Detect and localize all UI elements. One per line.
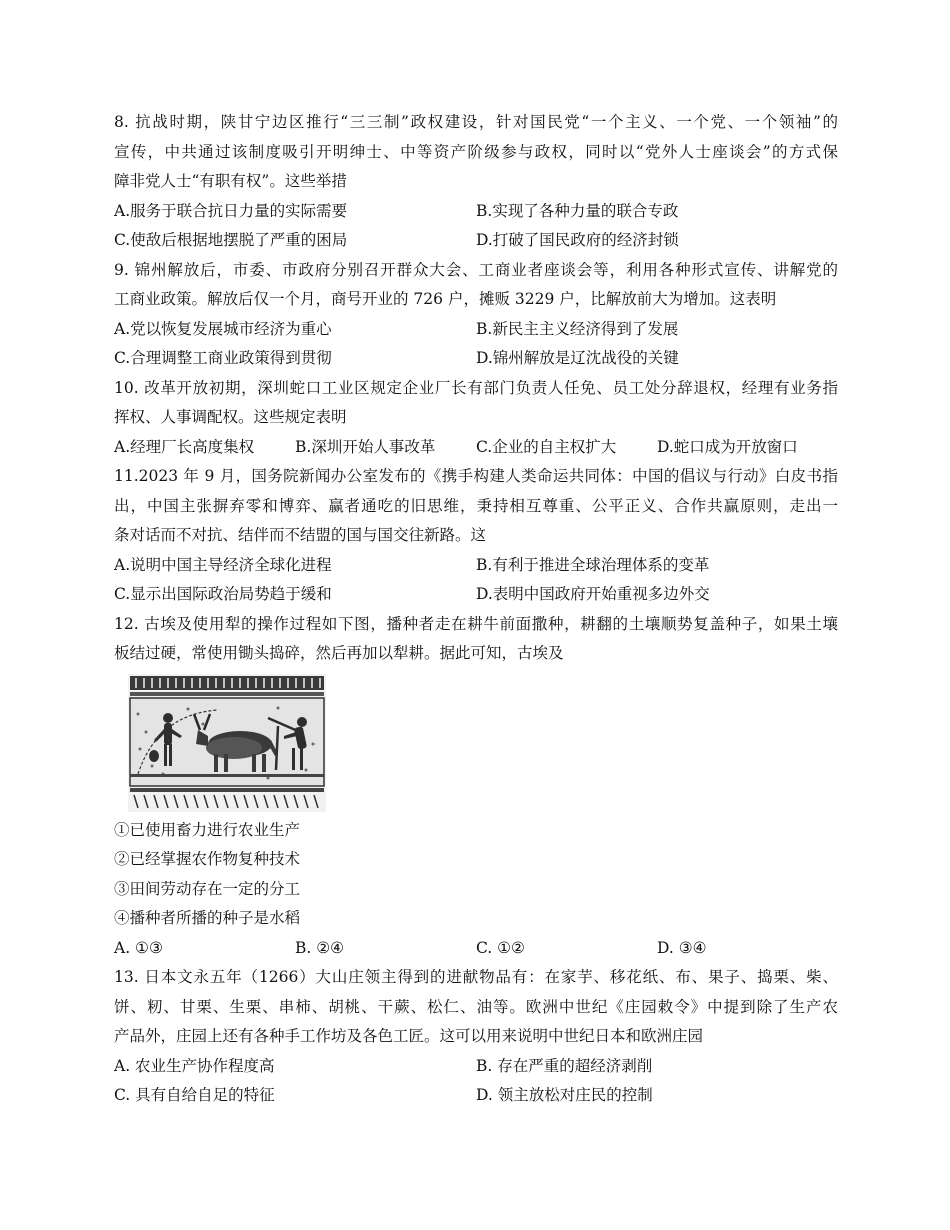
option-d: D. ③④ bbox=[657, 938, 707, 957]
option-row bbox=[114, 433, 838, 463]
question-13 bbox=[114, 963, 838, 1111]
question-9-stem-line: 9. 锦州解放后，市委、市政府分别召开群众大会、工商业者座谈会等，利用各种形式宣传、讲解党的 bbox=[114, 260, 838, 279]
option-row bbox=[114, 1081, 838, 1111]
option-a: A. ①③ bbox=[114, 938, 163, 957]
option-row bbox=[114, 580, 838, 610]
option-b: B.深圳开始人事改革 bbox=[295, 437, 436, 456]
question-12-stem-line: 12. 古埃及使用犁的操作过程如下图，播种者走在耕牛前面撒种，耕翻的土壤顺势复盖种子，如果土壤 bbox=[114, 614, 838, 633]
option-a: A.党以恢复发展城市经济为重心 bbox=[114, 319, 332, 338]
question-9-stem-line: 工商业政策。解放后仅一个月，商号开业的 726 户，摊贩 3229 户，比解放前大为增加。这表明 bbox=[114, 290, 777, 308]
option-d: D. 领主放松对庄民的控制 bbox=[476, 1086, 653, 1104]
exam-page bbox=[114, 108, 838, 1111]
question-9 bbox=[114, 256, 838, 374]
question-13-stem-line: 产品外，庄园上还有各种手工作坊及各色工匠。这可以用来说明中世纪日本和欧洲庄园 bbox=[114, 1027, 704, 1045]
option-row bbox=[114, 1052, 838, 1082]
question-11 bbox=[114, 462, 838, 610]
question-8 bbox=[114, 108, 838, 256]
option-b: B. ②④ bbox=[295, 938, 345, 957]
option-a: A.服务于联合抗日力量的实际需要 bbox=[114, 201, 348, 220]
question-8-stem-line: 8. 抗战时期，陕甘宁边区推行“三三制”政权建设，针对国民党“一个主义、一个党、一个领袖”的 bbox=[114, 113, 838, 131]
question-12 bbox=[114, 610, 838, 964]
option-row bbox=[114, 551, 838, 581]
option-a: A.经理厂长高度集权 bbox=[114, 437, 255, 456]
option-d: D.表明中国政府开始重视多边外交 bbox=[476, 585, 710, 603]
statement-1: ①已使用畜力进行农业生产 bbox=[114, 820, 301, 839]
option-c: C. ①② bbox=[476, 938, 525, 957]
question-12-stem-line: 板结过硬，常使用锄头捣碎，然后再加以犁耕。据此可知，古埃及 bbox=[114, 644, 564, 662]
top-frieze bbox=[130, 676, 324, 690]
option-a: A.说明中国主导经济全球化进程 bbox=[114, 555, 332, 574]
option-d: D.打破了国民政府的经济封锁 bbox=[476, 231, 679, 249]
option-c: C.使敌后根据地摆脱了严重的困局 bbox=[114, 231, 348, 249]
option-b: B.有利于推进全球治理体系的变革 bbox=[476, 555, 710, 574]
question-8-stem-line: 障非党人士“有职有权”。这些举措 bbox=[114, 172, 347, 190]
question-10-stem-line: 挥权、人事调配权。这些规定表明 bbox=[114, 408, 347, 426]
question-10-stem-line: 10. 改革开放初期，深圳蛇口工业区规定企业厂长有部门负责人任免、员工处分辞退权，经理有业务指 bbox=[114, 378, 838, 397]
plowing-relief-image bbox=[128, 674, 326, 812]
statement-3: ③田间劳动存在一定的分工 bbox=[114, 879, 301, 898]
option-row bbox=[114, 934, 838, 964]
option-c: C. 具有自给自足的特征 bbox=[114, 1086, 275, 1104]
question-11-stem-line: 条对话而不对抗、结伴而不结盟的国与国交往新路。这 bbox=[114, 526, 487, 544]
egyptian-plowing-illustration bbox=[128, 674, 326, 812]
question-8-stem-line: 宣传，中共通过该制度吸引开明绅士、中等资产阶级参与政权，同时以“党外人士座谈会”的方式保 bbox=[114, 142, 838, 161]
question-13-stem-line: 饼、籾、甘栗、生栗、串柿、胡桃、干蕨、松仁、油等。欧洲中世纪《庄园敕令》中提到除了生产农 bbox=[114, 997, 838, 1016]
option-d: D.蛇口成为开放窗口 bbox=[657, 437, 798, 456]
option-a: A. 农业生产协作程度高 bbox=[114, 1056, 275, 1075]
option-b: B.实现了各种力量的联合专政 bbox=[476, 201, 679, 220]
option-c: C.显示出国际政治局势趋于缓和 bbox=[114, 585, 332, 603]
option-d: D.锦州解放是辽沈战役的关键 bbox=[476, 349, 679, 367]
question-11-stem-line: 11.2023 年 9 月，国务院新闻办公室发布的《携手构建人类命运共同体：中国的倡议与行动》白皮书指 bbox=[114, 467, 838, 485]
statement-4: ④播种者所播的种子是水稻 bbox=[114, 909, 301, 927]
question-13-stem-line: 13. 日本文永五年（1266）大山庄领主得到的进献物品有：在家芋、移花纸、布、果子、捣栗、柴、 bbox=[114, 968, 838, 986]
statement-2: ②已经掌握农作物复种技术 bbox=[114, 850, 301, 868]
question-10 bbox=[114, 374, 838, 463]
option-c: C.企业的自主权扩大 bbox=[476, 437, 617, 456]
option-row bbox=[114, 197, 838, 227]
option-c: C.合理调整工商业政策得到贯彻 bbox=[114, 349, 332, 367]
option-row bbox=[114, 344, 838, 374]
option-row bbox=[114, 315, 838, 345]
option-b: B.新民主主义经济得到了发展 bbox=[476, 319, 679, 338]
question-11-stem-line: 出，中国主张摒弃零和博弈、赢者通吃的旧思维，秉持相互尊重、公平正义、合作共赢原则，走出一 bbox=[114, 496, 838, 515]
option-row bbox=[114, 226, 838, 256]
option-b: B. 存在严重的超经济剥削 bbox=[476, 1056, 653, 1075]
